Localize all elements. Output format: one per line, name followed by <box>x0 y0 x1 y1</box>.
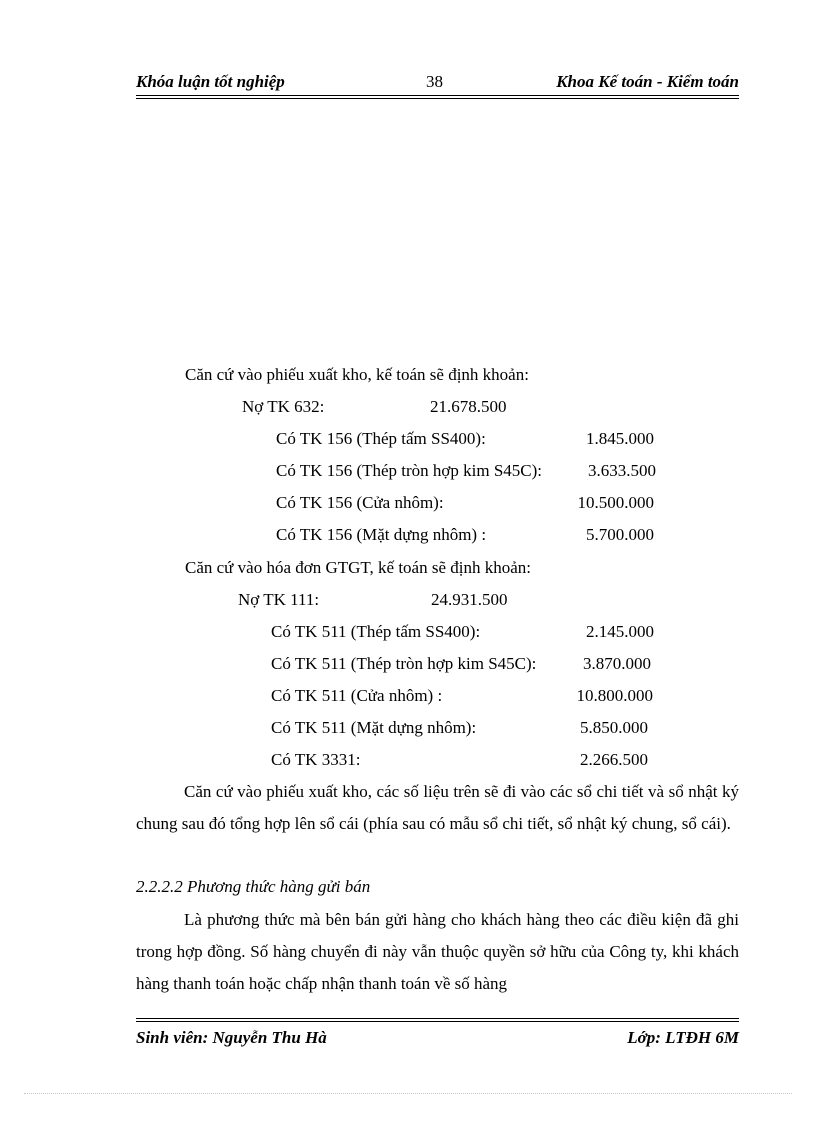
entries1-credit-amount: 10.500.000 <box>577 493 654 512</box>
entries2-debit-label: Nợ TK 111: <box>238 590 320 609</box>
entries2-credit-label: Có TK 511 (Mặt dựng nhôm): <box>271 718 477 737</box>
entries2-debit-amount: 24.931.500 <box>431 590 508 609</box>
entries2-credit-amount: 2.266.500 <box>580 750 648 769</box>
entries1-debit-amount: 21.678.500 <box>430 397 507 416</box>
entries1-credit-label: Có TK 156 (Cửa nhôm): <box>276 493 444 512</box>
footer-rule-bottom <box>136 1021 739 1022</box>
entries1-intro: Căn cứ vào phiếu xuất kho, kế toán sẽ định khoản: <box>185 365 529 384</box>
entries1-credit-label: Có TK 156 (Mặt dựng nhôm) : <box>276 525 487 544</box>
entries2-credit-label: Có TK 511 (Cửa nhôm) : <box>271 686 443 705</box>
header-thesis-title: Khóa luận tốt nghiệp <box>136 72 285 91</box>
entries1-credit-amount: 5.700.000 <box>586 525 654 544</box>
footer-rule-top <box>136 1018 739 1019</box>
page-footer <box>136 1028 739 1050</box>
entries2-credit-amount: 3.870.000 <box>583 654 651 673</box>
entries2-intro: Căn cứ vào hóa đơn GTGT, kế toán sẽ định khoản: <box>185 558 532 577</box>
entries2-credit-label: Có TK 511 (Thép tấm SS400): <box>271 622 481 641</box>
footer-class: Lớp: LTĐH 6M <box>627 1028 739 1047</box>
page-edge-divider <box>24 1093 792 1094</box>
section-heading: 2.2.2.2 Phương thức hàng gửi bán <box>136 877 371 896</box>
entries1-credit-amount: 1.845.000 <box>586 429 654 448</box>
paragraph-consignment <box>136 904 739 1000</box>
entries2-credit-amount: 2.145.000 <box>586 622 654 641</box>
entries1-credit-label: Có TK 156 (Thép tròn hợp kim S45C): <box>276 461 543 480</box>
paragraph-ledger-flow <box>136 776 739 840</box>
header-rule-bottom <box>136 98 739 99</box>
entries2-credit-label: Có TK 511 (Thép tròn hợp kim S45C): <box>271 654 537 673</box>
entries1-credit-label: Có TK 156 (Thép tấm SS400): <box>276 429 486 448</box>
paragraph-ledger-flow-text: Căn cứ vào phiếu xuất kho, các số liệu trên sẽ đi vào các sổ chi tiết và sổ nhật ký chung sau đó tổng hợp lên sổ cái (phía sau có mẫu sổ chi tiết, sổ nhật ký chung, sổ cái). <box>136 782 739 833</box>
entries1-credit-amount: 3.633.500 <box>588 461 656 480</box>
header-faculty: Khoa Kế toán - Kiểm toán <box>556 72 739 91</box>
entries1-debit-label: Nợ TK 632: <box>242 397 325 416</box>
page-number: 38 <box>426 72 443 91</box>
footer-student: Sinh viên: Nguyễn Thu Hà <box>136 1028 327 1047</box>
entries2-credit-amount: 5.850.000 <box>580 718 648 737</box>
page-header <box>136 72 739 94</box>
paragraph-consignment-text: Là phương thức mà bên bán gửi hàng cho khách hàng theo các điều kiện đã ghi trong hợp đồng. Số hàng chuyển đi này vẫn thuộc quyền sở hữu của Công ty, khi khách hàng thanh toán hoặc chấp nhận thanh toán về số hàng <box>136 910 739 993</box>
entries2-credit-label: Có TK 3331: <box>271 750 361 769</box>
entries2-credit-amount: 10.800.000 <box>576 686 653 705</box>
header-rule-top <box>136 95 739 96</box>
